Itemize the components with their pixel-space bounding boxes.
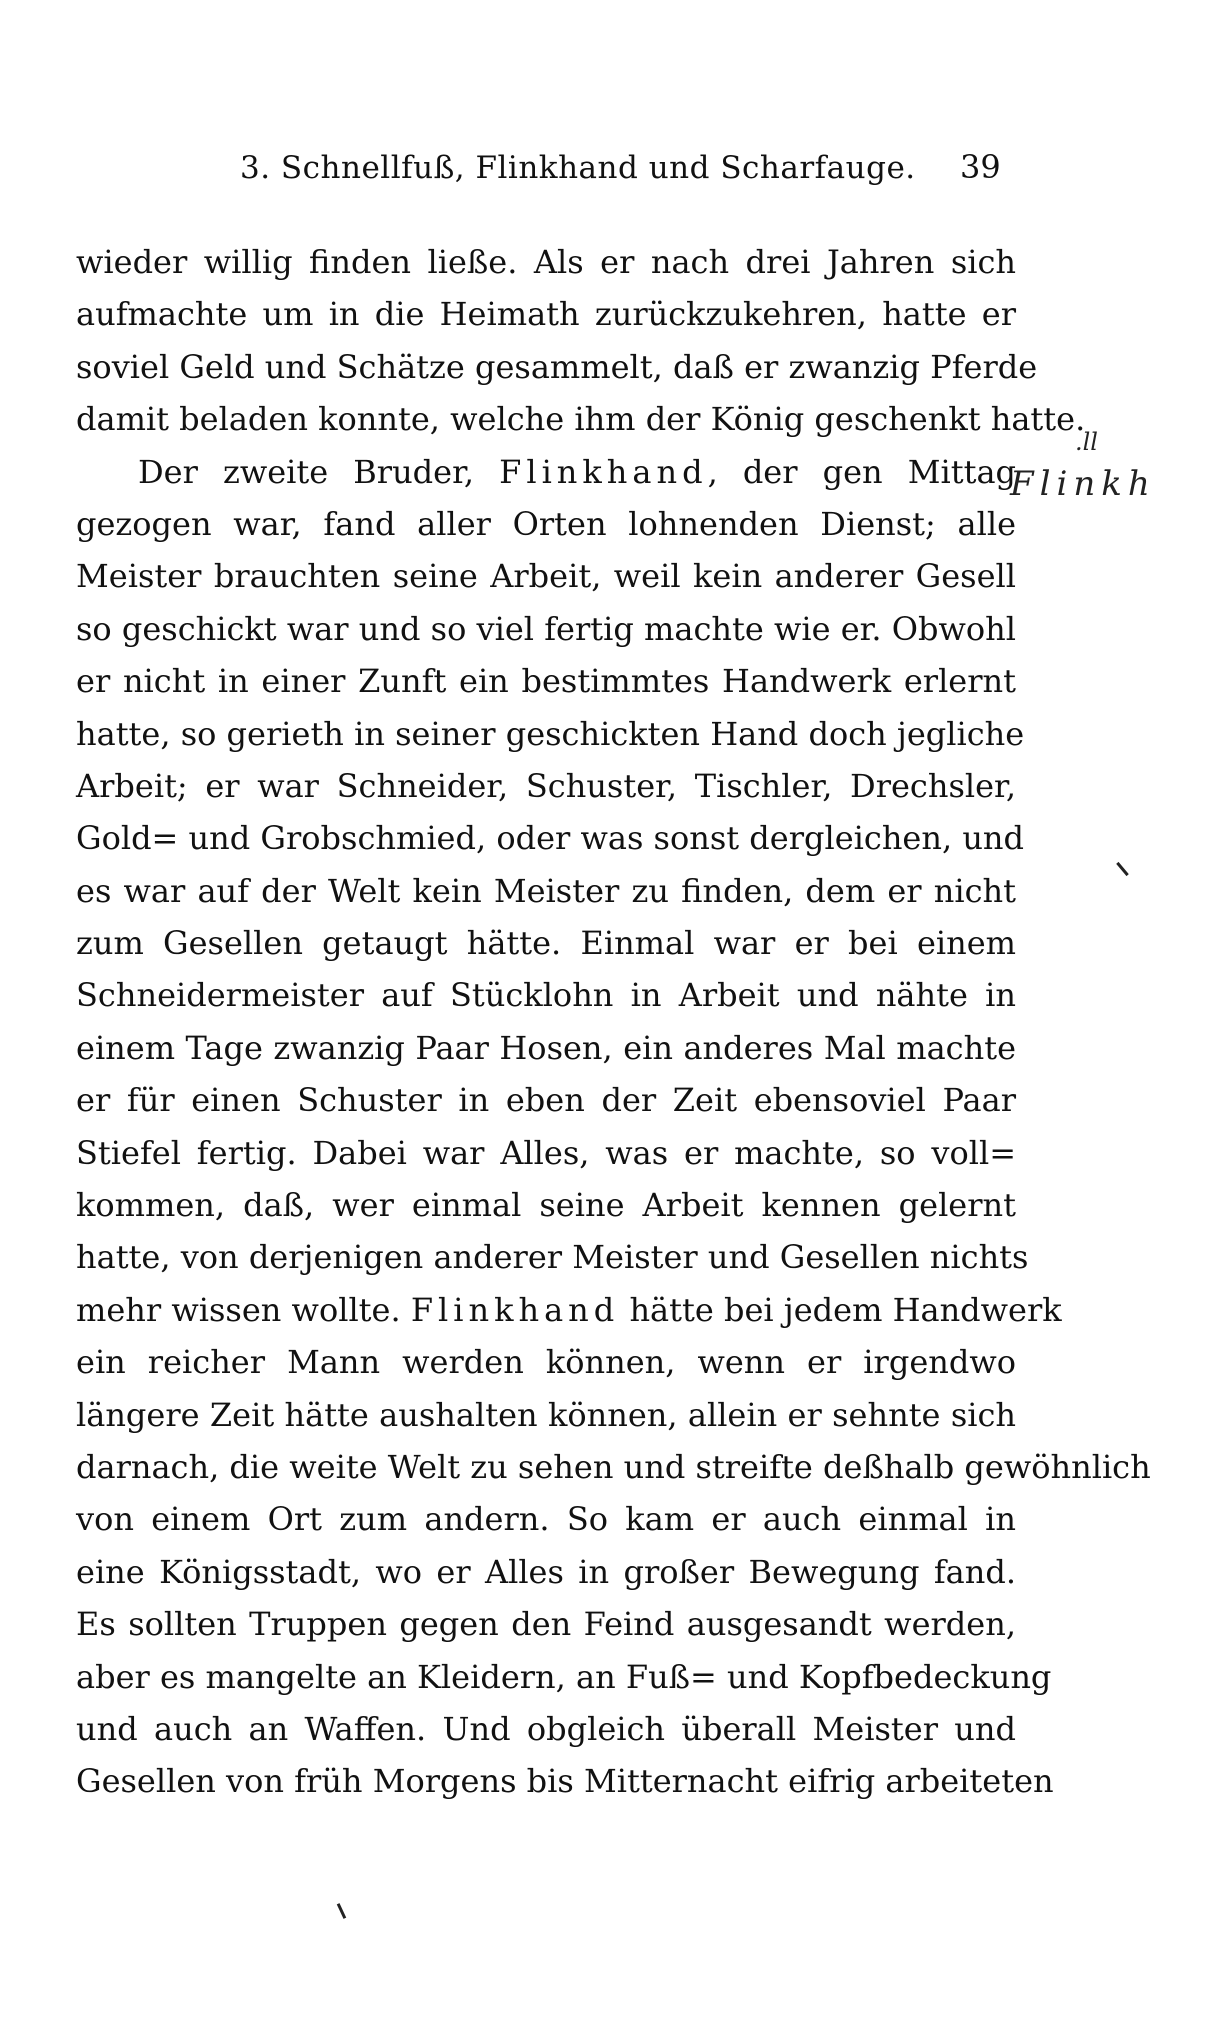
text-line: wieder willig finden ließe. Als er nach drei Jahren sich	[76, 243, 1016, 281]
text-line: Gold= und Grobschmied, oder was sonst dergleichen, und	[76, 819, 1025, 858]
text-line: aber es mangelte an Kleidern, an Fuß= und Kopfbedeckung	[76, 1657, 1052, 1696]
text-segment: mehr wissen wollte.	[76, 1290, 411, 1329]
text-line: gezogen war, fand aller Orten lohnenden Dienst; alle	[76, 504, 1016, 543]
body-text	[76, 236, 1151, 1808]
stray-mark	[1116, 862, 1129, 876]
text-line: und auch an Waffen. Und obgleich überall Meister und	[76, 1709, 1016, 1748]
text-line: er für einen Schuster in eben der Zeit ebensoviel Paar	[76, 1081, 1016, 1120]
text-line: Meister brauchten seine Arbeit, weil kein anderer Gesell	[76, 557, 1016, 596]
text-line: soviel Geld und Schätze gesammelt, daß er zwanzig Pferde	[76, 347, 1038, 386]
text-line: es war auf der Welt kein Meister zu finden, dem er nicht	[76, 871, 1016, 910]
text-line: hatte, von derjenigen anderer Meister und Gesellen nichts	[76, 1238, 1029, 1277]
spaced-name: Flinkhand	[410, 1290, 620, 1329]
text-line: Arbeit; er war Schneider, Schuster, Tischler, Drechsler,	[76, 766, 1016, 805]
text-segment: hätte bei jedem Handwerk	[619, 1290, 1062, 1329]
text-line: zum Gesellen getaugt hätte. Einmal war er bei einem	[76, 924, 1016, 963]
text-line: Es sollten Truppen gegen den Feind ausgesandt werden,	[76, 1605, 1016, 1644]
text-line: hatte, so gerieth in seiner geschickten Hand doch jegliche	[76, 714, 1025, 753]
stray-mark	[337, 1903, 346, 1919]
handwritten-margin-note: Flinkh	[1010, 464, 1156, 504]
text-line: damit beladen konnte, welche ihm der König geschenkt hatte.	[76, 400, 1086, 439]
text-segment: , der gen Mittag	[707, 452, 1017, 491]
text-line: so geschickt war und so viel fertig machte wie er. Obwohl	[76, 609, 1016, 648]
text-line: Schneidermeister auf Stücklohn in Arbeit und nähte in	[76, 976, 1016, 1015]
text-line	[76, 446, 1016, 498]
text-line: Gesellen von früh Morgens bis Mitternacht eifrig arbeiteten	[76, 1762, 1054, 1801]
page-number: 39	[960, 148, 1001, 186]
text-segment: Der zweite Bruder,	[138, 452, 500, 491]
text-line: er nicht in einer Zunft ein bestimmtes Handwerk erlernt	[76, 662, 1016, 701]
text-line	[76, 1284, 1062, 1336]
text-line: von einem Ort zum andern. So kam er auch einmal in	[76, 1500, 1016, 1539]
text-line: aufmachte um in die Heimath zurückzukehren, hatte er	[76, 295, 1016, 334]
running-header: 3. Schnellfuß, Flinkhand und Scharfauge.	[240, 150, 916, 186]
text-line: kommen, daß, wer einmal seine Arbeit kennen gelernt	[76, 1186, 1016, 1225]
handwritten-margin-mark: .ll	[1075, 428, 1098, 456]
text-line: längere Zeit hätte aushalten können, allein er sehnte sich	[76, 1395, 1016, 1434]
spaced-name: Flinkhand	[499, 452, 708, 491]
text-line: ein reicher Mann werden können, wenn er irgendwo	[76, 1343, 1016, 1382]
text-line: darnach, die weite Welt zu sehen und streifte deßhalb gewöhnlich	[76, 1447, 1151, 1486]
text-line: Stiefel fertig. Dabei war Alles, was er machte, so voll=	[76, 1133, 1016, 1172]
text-line: eine Königsstadt, wo er Alles in großer Bewegung fand.	[76, 1552, 1016, 1591]
text-line: einem Tage zwanzig Paar Hosen, ein anderes Mal machte	[76, 1028, 1016, 1067]
